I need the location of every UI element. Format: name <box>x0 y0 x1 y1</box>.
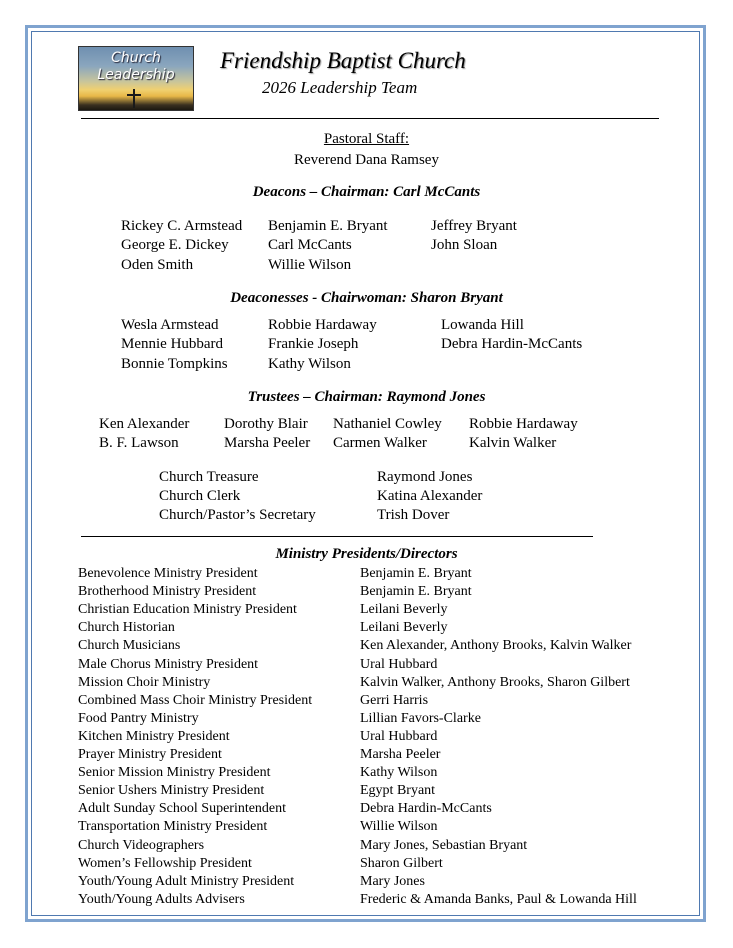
deacons-heading: Deacons – Chairman: Carl McCants <box>252 184 481 200</box>
cross-icon <box>133 89 135 108</box>
ministry-role: Combined Mass Choir Ministry President <box>78 692 313 708</box>
deaconesses-heading: Deaconesses - Chairwoman: Sharon Bryant <box>230 290 503 306</box>
trustee-name: Nathaniel Cowley <box>333 416 442 432</box>
deacon-name: Jeffrey Bryant <box>431 218 517 234</box>
deacon-name: John Sloan <box>431 237 498 253</box>
ministry-role: Kitchen Ministry President <box>78 728 230 744</box>
deacon-name: Rickey C. Armstead <box>121 218 243 234</box>
trustee-name: B. F. Lawson <box>99 435 179 451</box>
ministry-role: Church Historian <box>78 620 175 636</box>
ministry-role: Youth/Young Adults Advisers <box>78 891 245 907</box>
deaconess-name: Frankie Joseph <box>268 336 359 352</box>
ministry-leader: Mary Jones, Sebastian Bryant <box>360 837 528 853</box>
deaconess-name: Bonnie Tompkins <box>121 356 228 372</box>
ministry-role: Food Pantry Ministry <box>78 710 199 726</box>
trustee-name: Dorothy Blair <box>224 416 308 432</box>
ministry-leader: Ural Hubbard <box>360 728 438 744</box>
trustee-name: Carmen Walker <box>333 435 427 451</box>
ministry-role: Brotherhood Ministry President <box>78 584 257 600</box>
ministry-role: Transportation Ministry President <box>78 819 268 835</box>
pastor-name: Reverend Dana Ramsey <box>294 152 439 168</box>
trustee-name: Robbie Hardaway <box>469 416 578 432</box>
ministry-leader: Mary Jones <box>360 873 425 889</box>
officer-role: Church Clerk <box>159 488 241 504</box>
officer-name: Raymond Jones <box>377 469 473 485</box>
officer-name: Katina Alexander <box>377 488 483 504</box>
pastoral-heading: Pastoral Staff: <box>323 131 410 147</box>
ministry-leader: Marsha Peeler <box>360 747 441 762</box>
deaconess-name: Debra Hardin-McCants <box>441 336 583 352</box>
ministry-leader: Kalvin Walker, Anthony Brooks, Sharon Gilbert <box>360 674 630 690</box>
deaconess-name: Lowanda Hill <box>441 317 524 333</box>
trustee-name: Kalvin Walker <box>469 435 557 451</box>
deacon-name: Carl McCants <box>268 237 352 253</box>
church-leadership-logo <box>78 46 194 111</box>
ministry-role: Senior Mission Ministry President <box>78 765 271 781</box>
ministry-role: Senior Ushers Ministry President <box>78 783 265 799</box>
deacon-name: Willie Wilson <box>268 257 352 273</box>
trustee-name: Marsha Peeler <box>224 435 311 451</box>
ministry-role: Adult Sunday School Superintendent <box>78 801 287 817</box>
ministry-role: Church Musicians <box>78 638 181 654</box>
ministry-leader: Leilani Beverly <box>360 602 448 618</box>
leadership-subtitle: 2026 Leadership Team <box>262 78 418 97</box>
ministry-leader: Sharon Gilbert <box>360 855 443 871</box>
ministry-role: Benevolence Ministry President <box>78 566 258 581</box>
ministry-leader: Egypt Bryant <box>360 783 436 799</box>
ministry-leader: Ural Hubbard <box>360 656 438 672</box>
deaconess-name: Kathy Wilson <box>268 356 351 372</box>
ministries-heading: Ministry Presidents/Directors <box>275 546 458 562</box>
header-divider <box>81 118 659 119</box>
ministry-leader: Ken Alexander, Anthony Brooks, Kalvin Walker <box>360 638 632 654</box>
ministry-role: Youth/Young Adult Ministry President <box>78 873 295 889</box>
logo-line-1: Church <box>111 50 161 66</box>
ministry-role: Male Chorus Ministry President <box>78 656 259 672</box>
ministry-role: Prayer Ministry President <box>78 747 222 762</box>
ministry-leader: Frederic & Amanda Banks, Paul & Lowanda Hill <box>360 891 637 907</box>
deaconess-name: Robbie Hardaway <box>268 317 377 333</box>
deacon-name: George E. Dickey <box>121 237 229 253</box>
ministry-leader: Benjamin E. Bryant <box>360 566 472 581</box>
ministry-leader: Kathy Wilson <box>360 765 438 781</box>
officer-name: Trish Dover <box>377 507 450 523</box>
ministry-role: Christian Education Ministry President <box>78 602 297 618</box>
ministry-leader: Debra Hardin-McCants <box>360 801 492 817</box>
ministry-role: Mission Choir Ministry <box>78 674 211 690</box>
ministry-role: Church Videographers <box>78 837 205 853</box>
officer-role: Church/Pastor’s Secretary <box>159 507 316 523</box>
ministry-leader: Gerri Harris <box>360 692 429 708</box>
logo-line-2: Leadership <box>97 67 175 83</box>
cross-icon-bar <box>127 94 141 96</box>
deacon-name: Oden Smith <box>121 257 194 273</box>
ministry-leader: Lillian Favors-Clarke <box>360 710 481 726</box>
deaconess-name: Mennie Hubbard <box>121 336 224 352</box>
ministry-leader: Leilani Beverly <box>360 620 448 636</box>
officer-role: Church Treasure <box>159 469 259 485</box>
deaconess-name: Wesla Armstead <box>121 317 219 333</box>
trustee-name: Ken Alexander <box>99 416 190 432</box>
deacon-name: Benjamin E. Bryant <box>268 218 388 234</box>
ministry-role: Women’s Fellowship President <box>78 855 252 871</box>
ministry-leader: Willie Wilson <box>360 819 438 835</box>
trustees-heading: Trustees – Chairman: Raymond Jones <box>247 389 486 405</box>
church-title: Friendship Baptist Church <box>220 48 466 73</box>
section-divider <box>81 536 593 537</box>
ministry-leader: Benjamin E. Bryant <box>360 584 472 600</box>
